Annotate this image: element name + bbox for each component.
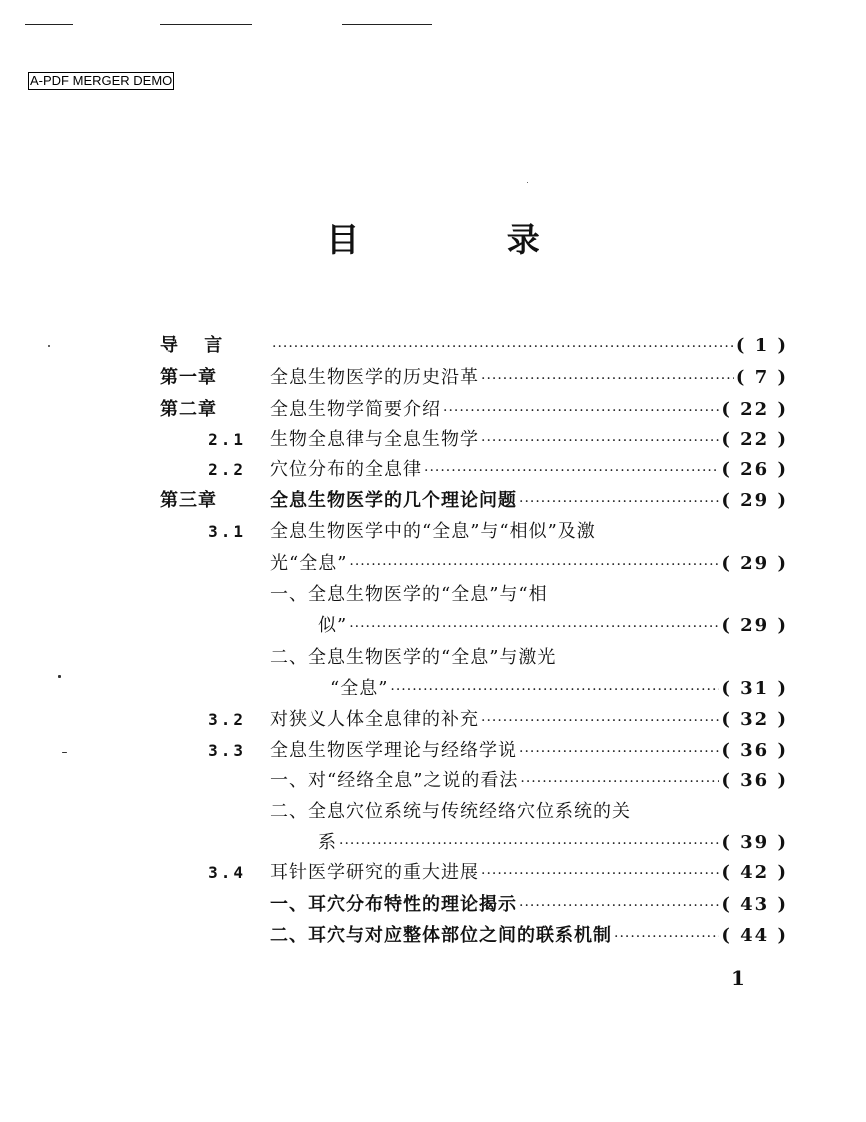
toc-entry-text: 全息生物医学的历史沿革 <box>270 367 479 388</box>
toc-page-ref: ( 29 ) <box>721 553 788 574</box>
toc-row <box>0 861 866 885</box>
toc-leader-dots <box>520 770 719 794</box>
toc-page-ref: ( 7 ) <box>735 367 788 388</box>
toc-entry <box>270 739 788 764</box>
toc-entry-text: 二、全息穴位系统与传统经络穴位系统的关 <box>270 801 631 822</box>
toc-entry <box>270 708 788 733</box>
toc-section-number: 3.4 <box>208 863 246 882</box>
toc-page-ref: ( 22 ) <box>721 429 788 450</box>
page-number: 1 <box>731 966 745 990</box>
toc-entry <box>270 366 788 391</box>
toc-entry-text: 一、对“经络全息”之说的看法 <box>270 770 519 791</box>
toc-entry-text: 全息生物学简要介绍 <box>270 399 441 420</box>
toc-entry-text: 生物全息律与全息生物学 <box>270 429 479 450</box>
toc-row <box>0 489 866 513</box>
toc-leader-dots <box>339 832 719 856</box>
toc-entry <box>270 458 788 483</box>
toc-entry-text: 全息生物医学的几个理论问题 <box>270 490 517 511</box>
scan-speck <box>58 675 61 678</box>
toc-page-ref: ( 42 ) <box>721 862 788 883</box>
toc-row <box>0 800 866 824</box>
toc-row <box>0 646 866 670</box>
toc-entry <box>330 677 788 702</box>
toc-entry-text: 对狭义人体全息律的补充 <box>270 709 479 730</box>
toc-row <box>0 831 866 855</box>
toc-entry <box>270 769 788 794</box>
toc-row <box>0 708 866 732</box>
toc-entry <box>270 924 788 949</box>
toc-entry <box>270 646 556 670</box>
toc-section-number: 2.2 <box>208 460 246 479</box>
toc-row <box>0 893 866 917</box>
toc-row <box>0 398 866 422</box>
toc-entry <box>270 520 596 544</box>
scan-speck <box>62 752 67 753</box>
toc-leader-dots <box>481 709 719 733</box>
toc-page-ref: ( 1 ) <box>735 335 788 356</box>
toc-row <box>0 428 866 452</box>
toc-entry <box>270 489 788 514</box>
toc-leader-dots <box>481 429 719 453</box>
toc-leader-dots <box>481 367 734 391</box>
toc-leader-dots <box>424 459 719 483</box>
toc-leader-dots <box>272 335 734 359</box>
toc-page-ref: ( 32 ) <box>721 709 788 730</box>
toc-page-ref: ( 31 ) <box>721 678 788 699</box>
toc-entry <box>270 893 788 918</box>
toc-chapter-label: 第二章 <box>160 399 217 420</box>
toc-entry <box>270 552 788 577</box>
toc-entry <box>270 583 548 607</box>
toc-leader-dots <box>519 490 719 514</box>
toc-row <box>0 520 866 544</box>
toc-page-ref: ( 39 ) <box>721 832 788 853</box>
watermark-label: A-PDF MERGER DEMO <box>30 73 173 88</box>
toc-entry-text: 似” <box>318 615 348 636</box>
toc-entry-text: 全息生物医学中的“全息”与“相似”及激 <box>270 521 596 542</box>
toc-section-number: 2.1 <box>208 430 246 449</box>
page-title: 目 录 <box>326 220 608 259</box>
toc-row <box>0 583 866 607</box>
toc-leader-dots <box>481 862 719 886</box>
toc-entry-text: 全息生物医学理论与经络学说 <box>270 740 517 761</box>
toc-entry <box>270 861 788 886</box>
toc-leader-dots <box>519 740 719 764</box>
toc-row <box>0 924 866 948</box>
toc-chapter-label: 导 言 <box>160 335 233 356</box>
scan-speck <box>48 345 50 347</box>
toc-entry <box>270 800 631 824</box>
toc-row <box>0 739 866 763</box>
toc-row <box>0 614 866 638</box>
scan-speck <box>527 182 528 183</box>
toc-leader-dots <box>349 553 719 577</box>
toc-leader-dots <box>349 615 719 639</box>
toc-page-ref: ( 43 ) <box>721 894 788 915</box>
toc-entry-text: 穴位分布的全息律 <box>270 459 422 480</box>
toc-section-number: 3.1 <box>208 522 246 541</box>
toc-page-ref: ( 22 ) <box>721 399 788 420</box>
toc-leader-dots <box>390 678 719 702</box>
toc-row <box>0 334 866 358</box>
toc-row <box>0 552 866 576</box>
toc-row <box>0 677 866 701</box>
toc-entry-text: 二、耳穴与对应整体部位之间的联系机制 <box>270 925 612 946</box>
toc-entry-text: “全息” <box>330 678 389 699</box>
toc-section-number: 3.3 <box>208 741 246 760</box>
toc-page-ref: ( 26 ) <box>721 459 788 480</box>
toc-entry <box>270 428 788 453</box>
toc-entry <box>318 831 788 856</box>
toc-page-ref: ( 36 ) <box>721 770 788 791</box>
toc-row <box>0 458 866 482</box>
toc-entry-text: 一、耳穴分布特性的理论揭示 <box>270 894 517 915</box>
toc-leader-dots <box>614 925 719 949</box>
toc-section-number: 3.2 <box>208 710 246 729</box>
toc-row <box>0 366 866 390</box>
toc-chapter-label: 第三章 <box>160 490 217 511</box>
toc-page-ref: ( 36 ) <box>721 740 788 761</box>
toc-entry <box>318 614 788 639</box>
toc-leader-dots <box>443 399 719 423</box>
toc-page-ref: ( 44 ) <box>721 925 788 946</box>
toc-leader-dots <box>519 894 719 918</box>
toc-entry <box>270 334 788 359</box>
toc-entry-text: 一、全息生物医学的“全息”与“相 <box>270 584 548 605</box>
toc-page-ref: ( 29 ) <box>721 615 788 636</box>
toc-entry-text: 系 <box>318 832 337 853</box>
toc-page-ref: ( 29 ) <box>721 490 788 511</box>
toc-entry <box>270 398 788 423</box>
toc-entry-text: 光“全息” <box>270 553 348 574</box>
toc-row <box>0 769 866 793</box>
toc-entry-text: 耳针医学研究的重大进展 <box>270 862 479 883</box>
toc-entry-text: 二、全息生物医学的“全息”与激光 <box>270 647 557 668</box>
toc-chapter-label: 第一章 <box>160 367 217 388</box>
